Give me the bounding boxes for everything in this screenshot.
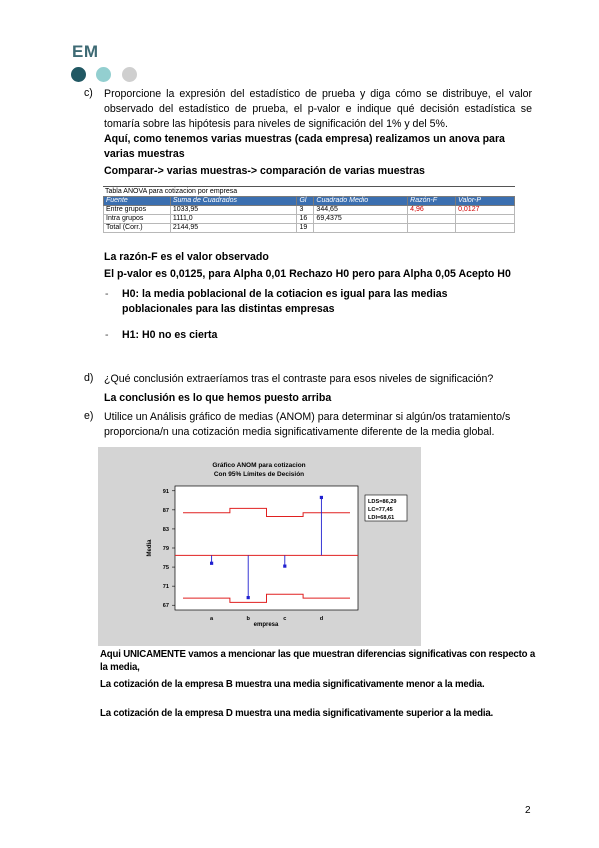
logo-dot-grey	[122, 67, 137, 82]
final-note-1: Aqui UNICAMENTE vamos a mencionar las que muestran diferencias significativas con respecto a la media,	[100, 649, 536, 673]
anova-header: Suma de Cuadrados	[170, 197, 297, 206]
table-row	[104, 215, 515, 224]
item-c-answer-1: Aquí, como tenemos varias muestras (cada empresa) realizamos un anova para varias muestras	[104, 133, 505, 160]
logo: EM	[72, 42, 99, 61]
table-cell: 19	[297, 224, 314, 233]
y-tick-label: 75	[162, 565, 169, 572]
logo-dot-dark	[71, 67, 86, 82]
legend-entry: LDI=68,61	[368, 515, 395, 521]
table-cell	[456, 224, 515, 233]
anova-header-row	[104, 197, 515, 206]
item-e-marker: e)	[84, 410, 94, 422]
table-row	[104, 224, 515, 233]
chart-subtitle: Con 95% Límites de Decisión	[213, 471, 305, 478]
y-axis-label: Media	[147, 539, 153, 557]
table-cell: Total (Corr.)	[104, 224, 171, 233]
bullet-dash: -	[105, 329, 109, 341]
final-note-3: La cotización de la empresa D muestra una media significativamente superior a la media.	[100, 708, 494, 719]
table-cell	[408, 215, 456, 224]
y-tick-label: 67	[162, 603, 169, 610]
chart-title: Gráfico ANOM para cotizacion	[212, 462, 306, 469]
anom-chart	[98, 447, 421, 646]
item-d-answer: La conclusión es lo que hemos puesto arriba	[104, 392, 332, 404]
y-tick-label: 91	[162, 488, 169, 495]
anom-chart-svg	[98, 447, 421, 646]
mean-point	[247, 596, 250, 599]
table-cell: 344,65	[314, 206, 408, 215]
legend-entry: LDS=86,29	[368, 499, 397, 505]
final-note-2: La cotización de la empresa B muestra una media significativamente menor a la media.	[100, 679, 485, 690]
table-cell: 69,4375	[314, 215, 408, 224]
item-c-question: Proporcione la expresión del estadístico de prueba y diga cómo se distribuye, el valor observado del estadístico de prueba, el p-valor e indique qué decisión estadística se tomaría sobre las hipótesis para niveles de significación del 1% y del 5%.	[104, 88, 532, 130]
table-cell: 1111,0	[170, 215, 297, 224]
anova-header: Gl	[297, 197, 314, 206]
y-tick-label: 79	[162, 546, 169, 552]
plot-area	[175, 486, 358, 610]
x-tick-label: c	[283, 616, 287, 622]
legend-entry: LC=77,45	[368, 507, 393, 513]
mean-point	[320, 496, 323, 499]
anova-header: Fuente	[104, 197, 171, 206]
bullet-dash: -	[105, 288, 109, 300]
mean-point	[283, 565, 286, 568]
table-cell: 1033,95	[170, 206, 297, 215]
anova-header: Cuadrado Medio	[314, 197, 408, 206]
table-row	[104, 206, 515, 215]
item-c-marker: c)	[84, 87, 93, 99]
y-tick-label: 71	[162, 584, 169, 591]
razon-f-note: La razón-F es el valor observado	[104, 251, 269, 263]
table-cell: Intra grupos	[104, 215, 171, 224]
y-tick-label: 87	[162, 507, 169, 514]
x-tick-label: b	[246, 616, 250, 622]
logo-dot-teal	[96, 67, 111, 82]
table-cell-f-ratio: 4,96	[408, 206, 456, 215]
anova-header: Razón-F	[408, 197, 456, 206]
x-tick-label: d	[319, 616, 324, 622]
x-tick-label: a	[210, 616, 214, 622]
table-cell	[314, 224, 408, 233]
hypothesis-h1: H1: H0 no es cierta	[122, 329, 218, 341]
table-cell	[408, 224, 456, 233]
anova-title: Tabla ANOVA para cotizacion por empresa	[103, 186, 515, 196]
table-cell: 2144,95	[170, 224, 297, 233]
anova-header: Valor-P	[456, 197, 515, 206]
page-number: 2	[525, 805, 531, 816]
item-c-answer-2: Comparar-> varias muestras-> comparación de varias muestras	[104, 165, 425, 177]
anova-table	[103, 186, 515, 233]
item-e-question: Utilice un Análisis gráfico de medias (ANOM) para determinar si algún/os tratamiento/s proporciona/n una cotización media significativamente diferente de la media global.	[104, 411, 511, 438]
y-tick-label: 83	[162, 526, 169, 533]
table-cell-p-value: 0,0127	[456, 206, 515, 215]
table-cell	[456, 215, 515, 224]
mean-point	[210, 562, 213, 565]
table-cell: 3	[297, 206, 314, 215]
table-cell: Entre grupos	[104, 206, 171, 215]
p-value-note: El p-valor es 0,0125, para Alpha 0,01 Rechazo H0 pero para Alpha 0,05 Acepto H0	[104, 268, 511, 280]
hypothesis-h0: H0: la media poblacional de la cotiacion es igual para las medias poblacionales para las distintas empresas	[122, 288, 448, 315]
item-d-question: ¿Qué conclusión extraeríamos tras el contraste para esos niveles de significación?	[104, 373, 494, 385]
table-cell: 16	[297, 215, 314, 224]
x-axis-label: empresa	[253, 622, 279, 628]
item-d-marker: d)	[84, 372, 94, 384]
